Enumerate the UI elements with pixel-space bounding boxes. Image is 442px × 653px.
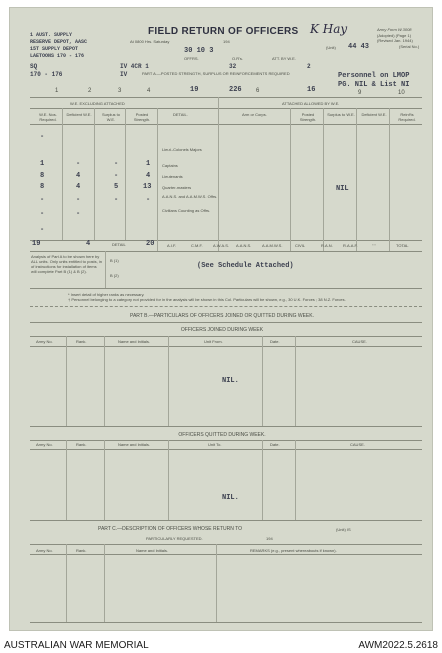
row-label-aans: A.A.N.S. and A.A.M.W.S. Offrs. xyxy=(162,194,218,199)
head-deficient: Deficient W.E. xyxy=(66,112,92,117)
col-divider xyxy=(290,108,291,251)
year-label: 194 xyxy=(223,39,230,44)
col-num-9: 9 xyxy=(358,90,362,96)
col-num-6: 6 xyxy=(256,88,260,94)
row-label-lieutenants: Lieutenants xyxy=(162,174,183,179)
archive-reference: AWM2022.5.2618 xyxy=(358,640,438,651)
table-subheader-rule xyxy=(30,124,422,125)
col-divider xyxy=(295,336,296,426)
part-b-separator xyxy=(30,306,422,307)
col-num-4: 4 xyxy=(147,88,151,94)
unit-line-1: 1 AUST. SUPPLY xyxy=(30,32,73,38)
part-c-col-rank: Rank. xyxy=(76,548,87,553)
attached-by-we-label: ATT. BY W.E. xyxy=(272,56,296,61)
joined-bottom-rule xyxy=(30,426,422,427)
head-other: " " xyxy=(372,243,376,248)
joined-col-date: Date. xyxy=(270,339,280,344)
col-divider xyxy=(66,544,67,622)
quitted-head-rule xyxy=(30,449,422,450)
part-c-top-rule xyxy=(30,544,422,545)
head-raaf: R.A.A.F. xyxy=(343,243,358,248)
unit-line-3: 15T SUPPLY DEPOT xyxy=(30,46,79,52)
part-c-col-army-no: Army No. xyxy=(36,548,53,553)
head-civil: CIVIL xyxy=(295,243,306,248)
strength-row-1: SQ xyxy=(30,63,38,70)
head-aans: A.A.N.S. xyxy=(236,243,252,248)
col-divider xyxy=(323,108,324,251)
col-num-3: 3 xyxy=(118,88,122,94)
col-divider xyxy=(168,336,169,426)
col-num-2: 2 xyxy=(88,88,92,94)
part-c-title: PART C.—DESCRIPTION OF OFFICERS WHOSE RETURN TO xyxy=(98,526,242,532)
col-divider xyxy=(104,440,105,520)
head-att-reinf: Reinf'ts Required. xyxy=(398,112,416,122)
totals-rule xyxy=(30,251,422,252)
lmop-note: Personnel on LMOP xyxy=(338,72,410,80)
joined-col-rank: Rank. xyxy=(76,339,87,344)
cell: 4 xyxy=(76,183,81,191)
col-divider xyxy=(125,108,126,240)
quitted-col-cause: CAUSE. xyxy=(350,442,365,447)
strength-row-1-c: 32 xyxy=(229,63,237,70)
col-divider xyxy=(216,544,217,622)
quitted-nil: NIL. xyxy=(222,494,239,502)
strength-row-2-d: 16 xyxy=(307,86,316,94)
we-excluding-attached-heading: W.E. EXCLUDING ATTACHED xyxy=(70,101,125,106)
head-we-required: W.E. Nos. Required. xyxy=(39,112,57,122)
part-c-head-rule xyxy=(30,554,422,555)
cell: - xyxy=(76,196,81,204)
archive-credit: AUSTRALIAN WAR MEMORIAL xyxy=(4,640,149,651)
cell: 8 xyxy=(40,183,45,191)
quitted-col-rank: Rank. xyxy=(76,442,87,447)
row-label-quartermasters: Quarter-masters xyxy=(162,185,192,190)
col-divider xyxy=(218,97,219,251)
col-divider xyxy=(62,108,63,240)
col-divider xyxy=(66,336,67,426)
cell: 8 xyxy=(40,172,45,180)
quitted-col-unit-to: Unit To. xyxy=(208,442,222,447)
col-divider xyxy=(104,336,105,426)
ors-label: O.R's. xyxy=(232,56,243,61)
cell: - xyxy=(40,196,45,204)
col-divider xyxy=(356,108,357,251)
joined-col-name: Name and Initials. xyxy=(118,339,151,344)
footnote-1: * Insert detail of higher ranks as necessary. xyxy=(68,292,145,297)
cell: - xyxy=(114,160,119,168)
part-c-unit-label: (Unit) IS xyxy=(336,527,351,532)
cell: 13 xyxy=(143,183,152,191)
form-title: FIELD RETURN OF OFFICERS xyxy=(148,26,299,37)
cell: 4 xyxy=(76,172,81,180)
col-divider xyxy=(262,336,263,426)
cell: 1 xyxy=(40,160,45,168)
col-num-10: 10 xyxy=(398,90,405,96)
part-c-year: 194 xyxy=(266,536,273,541)
row-label-lt-col-majors: Lieut.-Colonels Majors xyxy=(162,147,202,152)
head-cmf: C.M.F. xyxy=(191,243,203,248)
part-b-rule xyxy=(30,322,422,323)
quitted-top-rule xyxy=(30,440,422,441)
head-ran: R.A.N. xyxy=(321,243,333,248)
head-att-deficient: Deficient W.E. xyxy=(361,112,387,117)
part-b-title: PART B.—PARTICULARS OF OFFICERS JOINED OR QUITTED DURING WEEK. xyxy=(129,313,314,319)
strength-row-1-d: 2 xyxy=(307,63,311,70)
b1-label: B (1) xyxy=(110,258,119,263)
analysis-note: Analysis of Part A to be shown here by ALL units. Only units entitled to posts, in of instructions for installation of items will complete Part B (1) & B (2). xyxy=(31,254,103,274)
totals-detail-label: DETAIL xyxy=(112,242,126,247)
joined-top-rule xyxy=(30,336,422,337)
part-c-col-name: Name and Initials. xyxy=(136,548,169,553)
joined-col-army-no: Army No. xyxy=(36,339,53,344)
strength-row-2-b: IV xyxy=(120,71,128,78)
b2-label: B (2) xyxy=(110,273,119,278)
cell: - xyxy=(76,160,81,168)
at-hours-label: At 0800 Hrs. Saturday xyxy=(130,39,170,44)
part-a-heading: PART A.—POSTED STRENGTH, SURPLUS OR REINFORCEMENTS REQUIRED xyxy=(142,71,290,76)
cell: 5 xyxy=(114,183,119,191)
form-adopted: (Adopted) (Page 1) xyxy=(377,33,412,38)
quitted-title: OFFICERS QUITTED DURING WEEK. xyxy=(178,432,266,438)
attached-allowed-heading: ATTACHED ALLOWED BY W.E. xyxy=(282,101,340,106)
col-divider xyxy=(389,108,390,251)
cell: - xyxy=(146,196,151,204)
head-att-surplus: Surplus to W.E. xyxy=(327,112,355,117)
head-posted-strength: Posted Strength. xyxy=(133,112,151,122)
col-num-1: 1 xyxy=(55,88,59,94)
col-divider xyxy=(94,108,95,240)
footnote-2: † Personnel belonging to a category not provided for in the analysis will be shown in this Col. Particulars will be shown, e.g., 30 U.K. Forces ; 38 N.Z. Forces. xyxy=(68,297,346,302)
cell: 1 xyxy=(146,160,151,168)
cell: 4 xyxy=(146,172,151,180)
part-c-bottom-rule xyxy=(30,622,422,623)
form-revised: (Revised Jan. 1944) xyxy=(377,38,413,43)
schedule-attached: (See Schedule Attached) xyxy=(197,262,294,270)
unit-code: 44 43 xyxy=(348,43,370,51)
total-deficient: 4 xyxy=(86,240,91,248)
joined-nil: NIL. xyxy=(222,377,239,385)
col-divider xyxy=(168,440,169,520)
quitted-col-date: Date. xyxy=(270,442,280,447)
form-number: Army Form W.3008 xyxy=(377,27,412,32)
cell: - xyxy=(40,210,45,218)
strength-row-2: 170 - 176 xyxy=(30,71,63,78)
lmop-note-2: PG. NIL & List NI xyxy=(338,81,410,89)
table-header-rule xyxy=(30,108,422,109)
cell: - xyxy=(114,196,119,204)
strength-row-2-c: 226 xyxy=(229,86,242,94)
attached-nil: NIL xyxy=(336,185,349,193)
cell: - xyxy=(76,210,81,218)
analysis-rule xyxy=(30,288,422,289)
head-att-posted: Posted Strength. xyxy=(299,112,317,122)
unit-line-4: LAETOONS 170 - 176 xyxy=(30,53,85,59)
table-top-rule xyxy=(30,97,422,98)
head-aif: A.I.F. xyxy=(167,243,177,248)
offrs-label: OFFRS. xyxy=(184,56,199,61)
cell: - xyxy=(40,133,45,141)
cell: - xyxy=(40,226,45,234)
detail-heading: DETAIL. xyxy=(173,112,188,117)
signature: K Hay xyxy=(310,22,348,36)
joined-col-unit-from: Unit From. xyxy=(204,339,223,344)
cell: - xyxy=(114,172,119,180)
unit-label: (Unit) xyxy=(326,45,336,50)
head-awas: A.W.A.S. xyxy=(213,243,230,248)
col-divider xyxy=(104,544,105,622)
joined-col-cause: CAUSE. xyxy=(352,339,367,344)
quitted-bottom-rule xyxy=(30,520,422,521)
joined-title: OFFICERS JOINED DURING WEEK xyxy=(180,327,264,333)
head-total: TOTAL xyxy=(396,243,409,248)
row-label-captains: Captains xyxy=(162,163,178,168)
total-posted: 20 xyxy=(146,240,155,248)
head-aamws: A.A.M.W.S. xyxy=(262,243,283,248)
col-divider xyxy=(105,251,106,288)
quitted-col-army-no: Army No. xyxy=(36,442,53,447)
total-we-required: 19 xyxy=(32,240,41,248)
form-paper xyxy=(9,7,433,631)
row-label-civilians: Civilians Counting as Offrs. xyxy=(162,208,211,213)
strength-row-1-b: IV 4CR 1 xyxy=(120,63,149,70)
return-date: 30 10 3 xyxy=(184,47,214,55)
strength-total-19: 19 xyxy=(190,86,199,94)
joined-head-rule xyxy=(30,346,422,347)
head-arm-corps: Arm or Corps. xyxy=(242,112,267,117)
col-divider xyxy=(262,440,263,520)
unit-line-2: RESERVE DEPOT, AASC xyxy=(30,39,88,45)
head-surplus: Surplus to W.E. xyxy=(101,112,120,122)
quitted-col-name: Name and Initials. xyxy=(118,442,151,447)
serial-no-label: (Serial No.) xyxy=(399,44,420,49)
col-divider xyxy=(157,108,158,251)
col-divider xyxy=(295,440,296,520)
col-divider xyxy=(66,440,67,520)
part-c-col-remarks: REMARKS (e.g., present whereabouts if known). xyxy=(250,548,337,553)
part-c-requested: PARTICULARLY REQUESTED. xyxy=(146,536,203,541)
